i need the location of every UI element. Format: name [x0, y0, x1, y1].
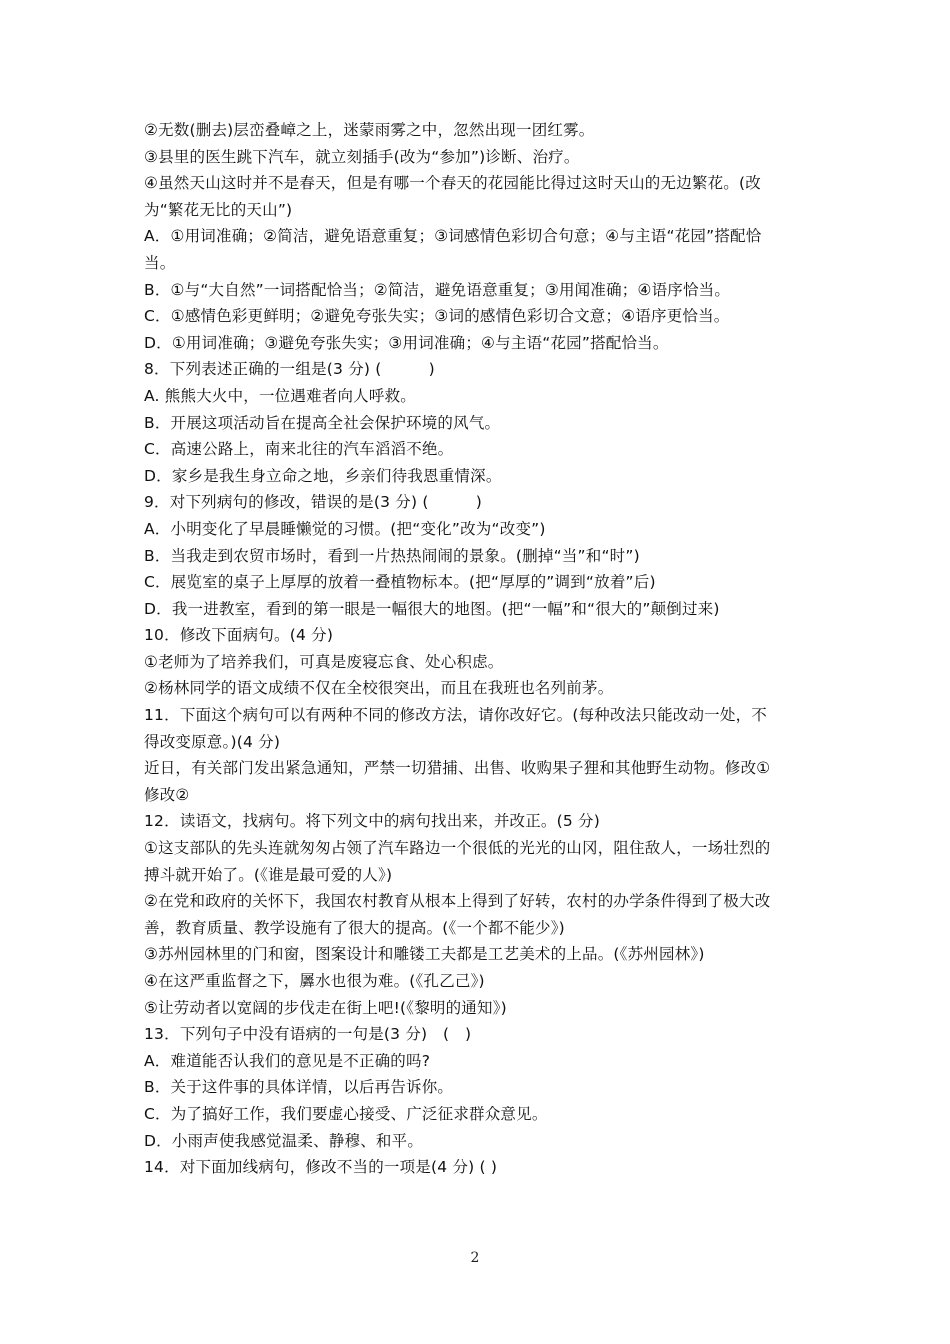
text-line: 善，教育质量、教学设施有了很大的提高。(《一个都不能少》): [144, 918, 565, 937]
question-12-stem: 12．读语文，找病句。将下列文中的病句找出来，并改正。(5 分): [144, 812, 601, 831]
text-line: C．高速公路上，南来北往的汽车滔滔不绝。: [144, 440, 454, 459]
page-content: [144, 117, 812, 1181]
page-number: 2: [470, 1250, 480, 1266]
text-line: A．小明变化了早晨睡懒觉的习惯。(把“变化”改为“改变”): [144, 519, 546, 538]
text-line: 近日，有关部门发出紧急通知，严禁一切猎捕、出售、收购果子狸和其他野生动物。修改①: [144, 759, 771, 778]
text-line: A．难道能否认我们的意见是不正确的吗?: [144, 1051, 431, 1070]
text-line: 搏斗就开始了。(《谁是最可爱的人》): [144, 865, 393, 884]
question-11-stem: 11．下面这个病句可以有两种不同的修改方法，请你改好它。(每种改法只能改动一处，不: [144, 706, 767, 725]
text-line: ①这支部队的先头连就匆匆占领了汽车路边一个很低的光光的山冈，阻住敌人，一场壮烈的: [144, 839, 771, 858]
question-9-stem: 9．对下列病句的修改，错误的是(3 分) ( ): [144, 493, 482, 512]
text-line: ④虽然天山这时并不是春天，但是有哪一个春天的花园能比得过这时天山的无边繁花。(改: [144, 174, 761, 193]
text-line: D．家乡是我生身立命之地，乡亲们待我恩重情深。: [144, 466, 502, 485]
text-line: ②在党和政府的关怀下，我国农村教育从根本上得到了好转，农村的办学条件得到了极大改: [144, 892, 771, 911]
question-10-stem: 10．修改下面病句。(4 分): [144, 626, 334, 645]
text-line: A．①用词准确；②简洁，避免语意重复；③词感情色彩切合句意；④与主语“花园”搭配恰: [144, 227, 762, 246]
question-8-stem: 8．下列表述正确的一组是(3 分) ( ): [144, 360, 435, 379]
text-line: ①老师为了培养我们，可真是废寝忘食、处心积虑。: [144, 652, 504, 671]
text-line: D．①用词准确；③避免夸张失实；③用词准确；④与主语“花园”搭配恰当。: [144, 333, 669, 352]
text-line: ⑤让劳动者以宽阔的步伐走在街上吧!(《黎明的通知》): [144, 998, 507, 1017]
text-line: C．①感情色彩更鲜明；②避免夸张失实；③词的感情色彩切合文意；④语序更恰当。: [144, 307, 730, 326]
text-line: ②杨林同学的语文成绩不仅在全校很突出，而且在我班也名列前茅。: [144, 679, 614, 698]
text-line: B．开展这项活动旨在提高全社会保护环境的风气。: [144, 413, 501, 432]
text-line: C．为了搞好工作，我们要虚心接受、广泛征求群众意见。: [144, 1104, 548, 1123]
text-line: 当。: [144, 253, 176, 272]
text-line: C．展览室的桌子上厚厚的放着一叠植物标本。(把“厚厚的”调到“放着”后): [144, 573, 656, 592]
question-14-stem: 14．对下面加线病句，修改不当的一项是(4 分) ( ): [144, 1158, 498, 1177]
text-line: B．①与“大自然”一词搭配恰当；②简洁，避免语意重复；③用闻准确；④语序恰当。: [144, 280, 731, 299]
text-line: A. 熊熊大火中，一位遇难者向人呼救。: [144, 386, 416, 405]
text-line: 为“繁花无比的天山”): [144, 200, 293, 219]
text-line: B．当我走到农贸市场时，看到一片热热闹闹的景象。(删掉“当”和“时”): [144, 546, 640, 565]
text-line: D．小雨声使我感觉温柔、静穆、和平。: [144, 1131, 424, 1150]
text-line: ②无数(删去)层峦叠嶂之上，迷蒙雨雾之中，忽然出现一团红雾。: [144, 121, 595, 139]
text-line: B．关于这件事的具体详情，以后再告诉你。: [144, 1078, 454, 1097]
text-line: 得改变原意。)(4 分): [144, 732, 281, 751]
text-line: D．我一进教室，看到的第一眼是一幅很大的地图。(把“一幅”和“很大的”颠倒过来): [144, 599, 720, 618]
question-13-stem: 13．下列句子中没有语病的一句是(3 分) ( ): [144, 1025, 472, 1044]
text-line: 修改②: [144, 785, 190, 804]
text-line: ③县里的医生跳下汽车，就立刻插手(改为“参加”)诊断、治疗。: [144, 147, 580, 166]
text-line: ④在这严重监督之下，羼水也很为难。(《孔乙己》): [144, 972, 485, 990]
text-line: ③苏州园林里的门和窗，图案设计和雕镂工夫都是工艺美术的上品。(《苏州园林》): [144, 945, 705, 964]
